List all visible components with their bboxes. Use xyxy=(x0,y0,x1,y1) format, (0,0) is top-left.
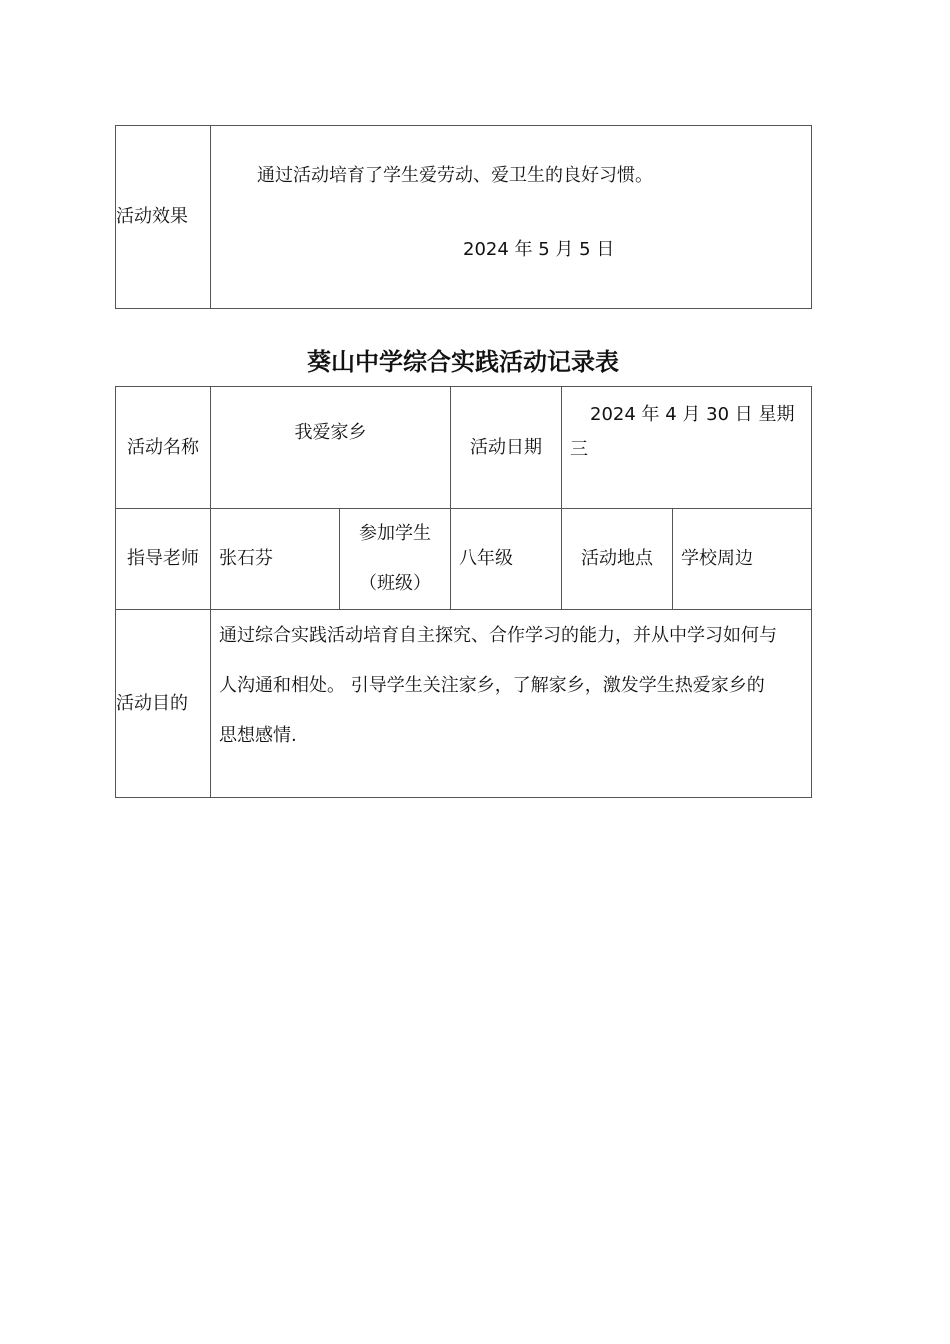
activity-date-line2: 三 xyxy=(570,439,588,460)
activity-effect-table xyxy=(115,125,812,309)
students-label-line2: （班级） xyxy=(359,573,431,594)
activity-name-value: 我爱家乡 xyxy=(294,422,367,443)
purpose-line-3: 思想感情. xyxy=(219,725,297,746)
activity-name-label: 活动名称 xyxy=(127,436,199,458)
students-cell xyxy=(451,509,562,610)
effect-label: 活动效果 xyxy=(116,206,188,227)
teacher-value: 张石芬 xyxy=(219,548,273,569)
activity-date-line1: 2024 年 4 月 30 日 星期 xyxy=(590,404,795,425)
purpose-label: 活动目的 xyxy=(116,692,188,714)
activity-date-label: 活动日期 xyxy=(470,436,542,458)
location-label-cell xyxy=(562,509,673,610)
teacher-cell xyxy=(211,509,340,610)
activity-date-cell xyxy=(562,387,812,509)
effect-content-cell xyxy=(211,126,812,309)
form-title: 葵山中学综合实践活动记录表 xyxy=(307,348,619,376)
location-label: 活动地点 xyxy=(581,548,653,569)
students-label-cell xyxy=(340,509,451,610)
row-activity-name xyxy=(116,387,812,509)
teacher-label: 指导老师 xyxy=(127,548,199,569)
purpose-label-cell xyxy=(116,610,211,798)
activity-record-table xyxy=(115,386,812,798)
row-purpose xyxy=(116,610,812,798)
effect-label-cell xyxy=(116,126,211,309)
teacher-label-cell xyxy=(116,509,211,610)
row-teacher xyxy=(116,509,812,610)
purpose-line-2: 人沟通和相处。 引导学生关注家乡，了解家乡，激发学生热爱家乡的 xyxy=(219,675,765,696)
purpose-line-1: 通过综合实践活动培育自主探究、合作学习的能力，并从中学习如何与 xyxy=(219,625,777,646)
effect-text: 通过活动培育了学生爱劳动、爱卫生的良好习惯。 xyxy=(257,165,653,186)
activity-name-cell xyxy=(211,387,451,509)
location-value: 学校周边 xyxy=(681,548,753,569)
location-cell xyxy=(673,509,812,610)
effect-date: 2024 年 5 月 5 日 xyxy=(463,239,615,260)
students-value: 八年级 xyxy=(459,548,513,569)
activity-name-label-cell xyxy=(116,387,211,509)
activity-date-label-cell xyxy=(451,387,562,509)
purpose-cell xyxy=(211,610,812,798)
students-label-line1: 参加学生 xyxy=(359,523,431,544)
